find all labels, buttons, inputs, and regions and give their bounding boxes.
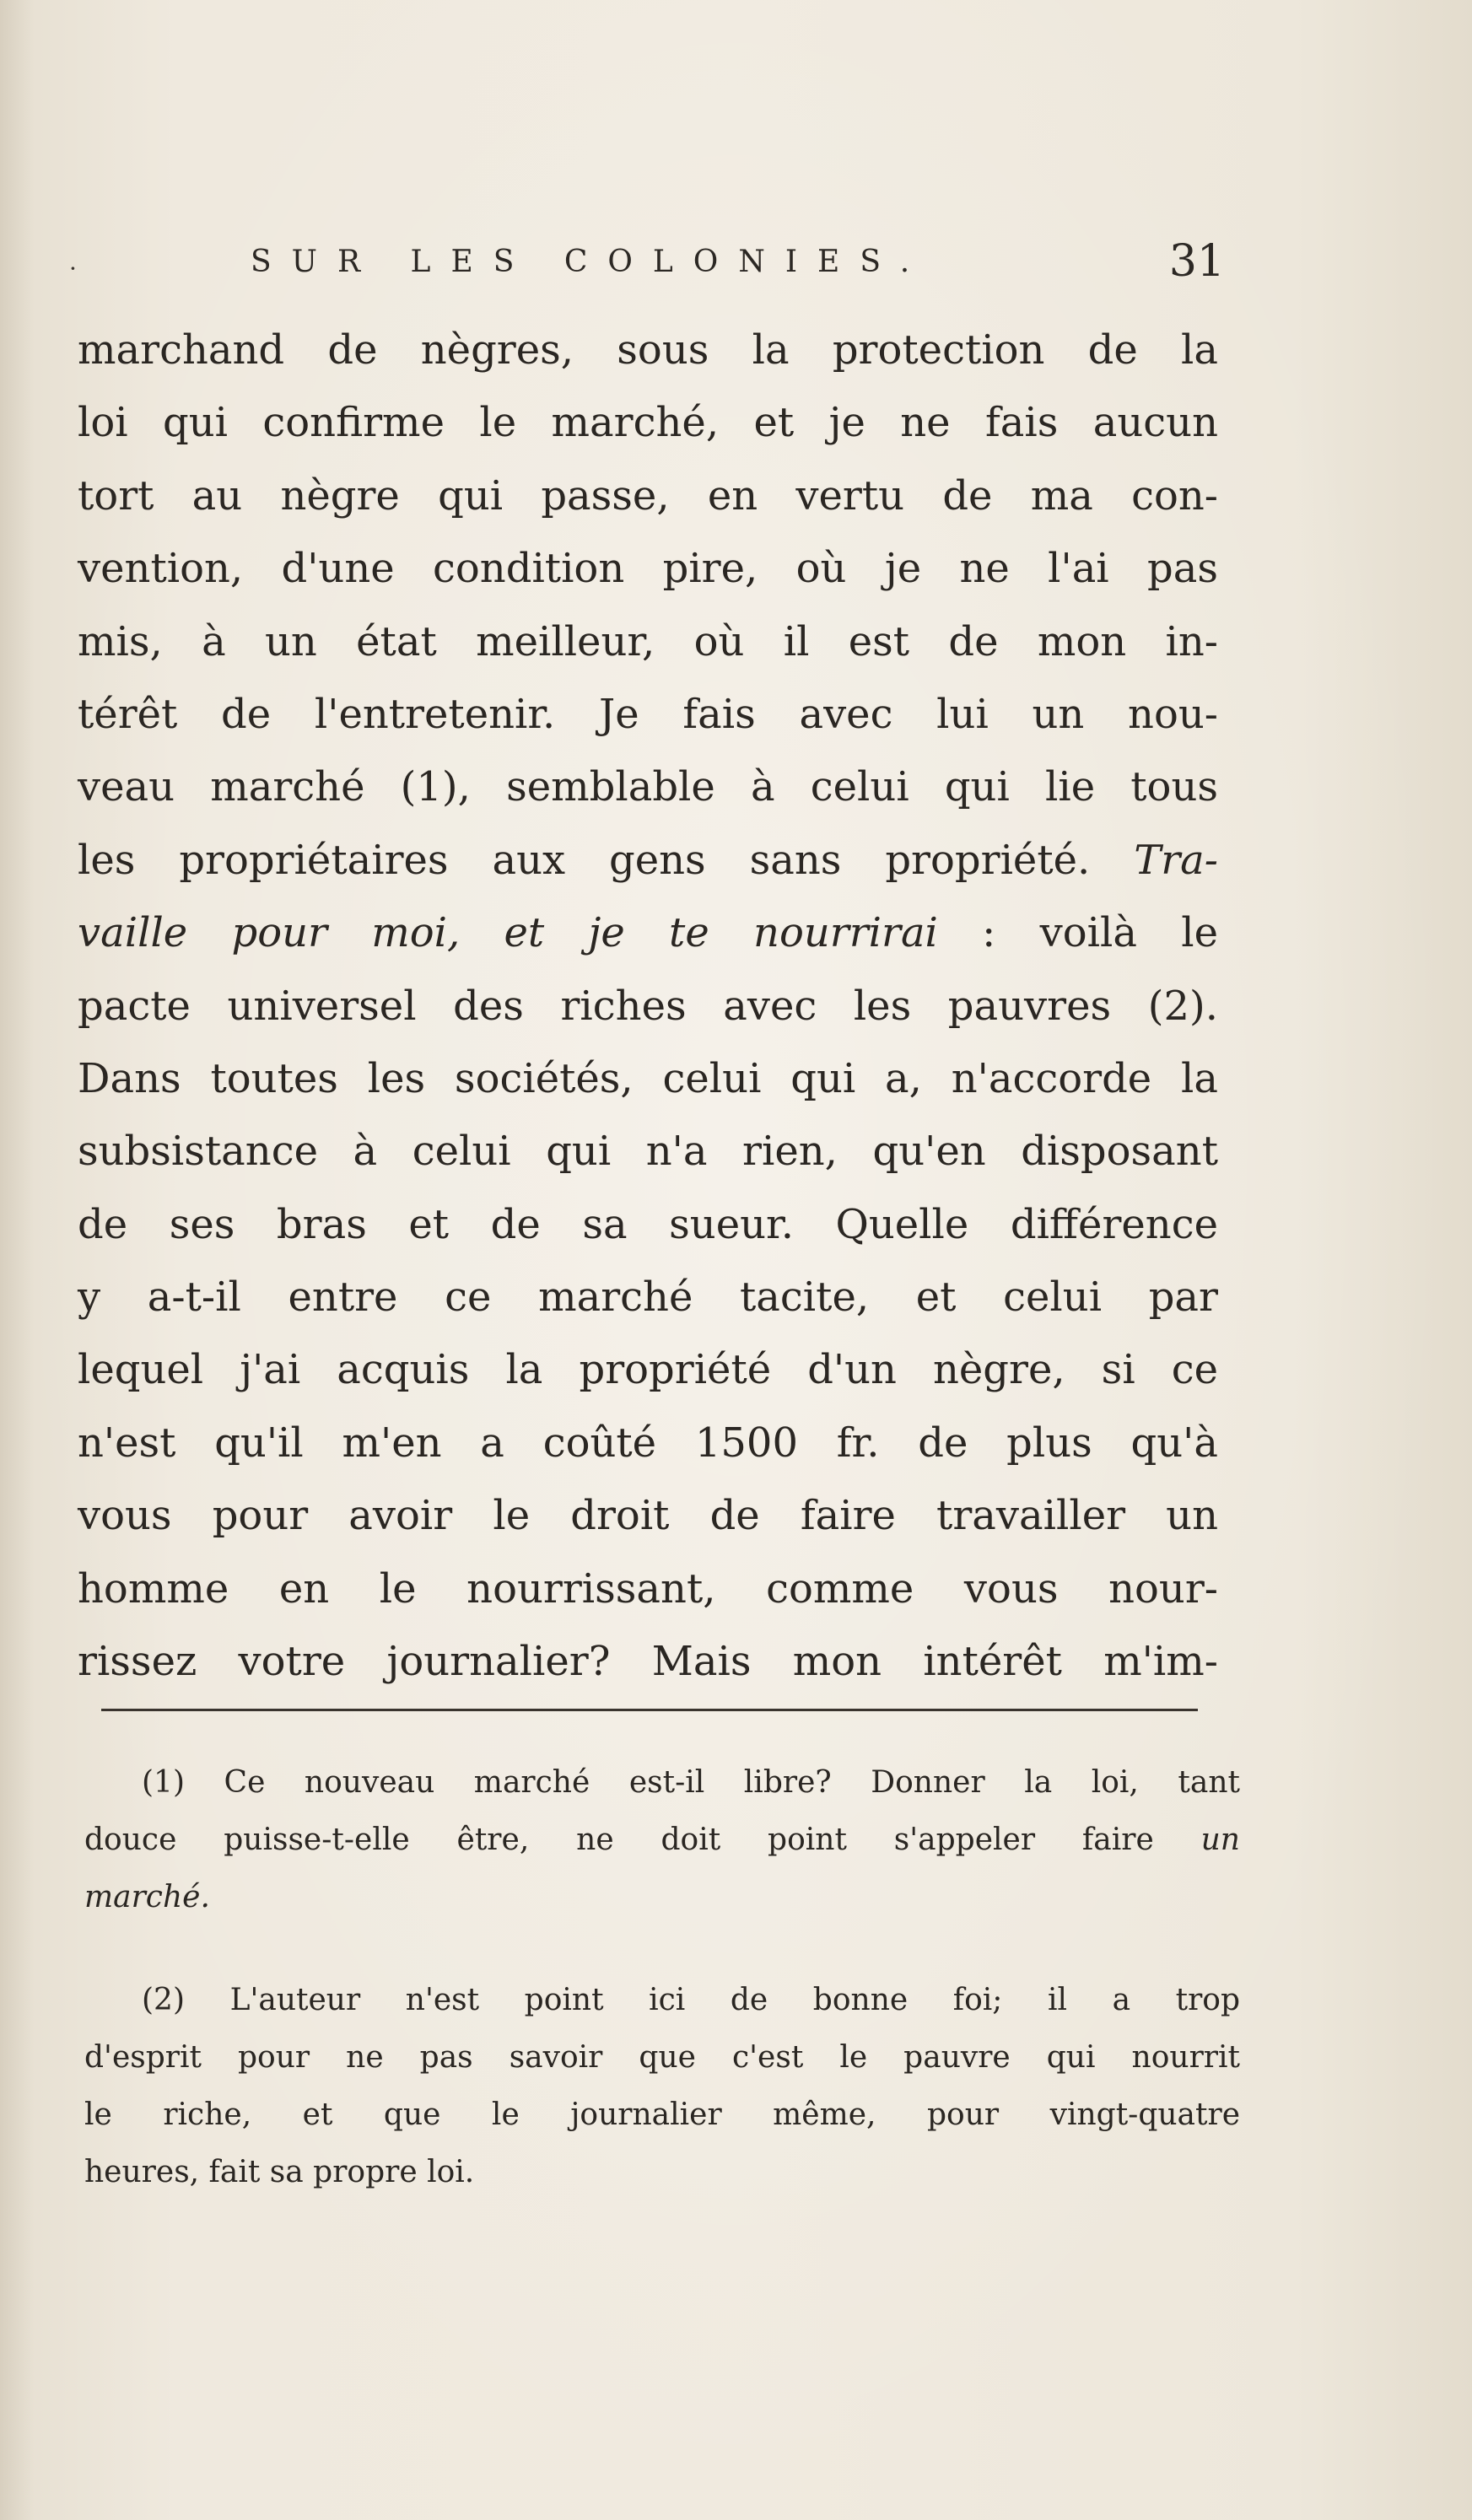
footnote-1 bbox=[84, 1754, 1240, 1926]
footnote-line-mixed bbox=[84, 1812, 1240, 1869]
footnote-gap bbox=[84, 1926, 1240, 1972]
text-line: Dans toutes les sociétés, celui qui a, n'accorde la bbox=[78, 1054, 1218, 1102]
text-line: loi qui confirme le marché, et je ne fais aucun bbox=[78, 399, 1218, 447]
running-head: SUR LES COLONIES. bbox=[251, 245, 930, 279]
page-edge-shadow bbox=[0, 0, 34, 2520]
page-number: 31 bbox=[1168, 236, 1225, 287]
footnote-line: d'esprit pour ne pas savoir que c'est le pauvre qui nourrit bbox=[84, 2040, 1240, 2075]
footnote-line: (2) L'auteur n'est point ici de bonne foi; il a trop bbox=[142, 1983, 1240, 2017]
text-line: subsistance à celui qui n'a rien, qu'en disposant bbox=[78, 1128, 1218, 1176]
text-line: homme en le nourrissant, comme vous nour- bbox=[78, 1564, 1218, 1613]
text-line: vous pour avoir le droit de faire travailler un bbox=[78, 1492, 1218, 1540]
main-text bbox=[78, 314, 1218, 1698]
text-line: mis, à un état meilleur, où il est de mon in- bbox=[78, 617, 1218, 665]
text-line: de ses bras et de sa sueur. Quelle différence bbox=[78, 1200, 1218, 1248]
page-header bbox=[69, 236, 1225, 304]
text-line: veau marché (1), semblable à celui qui lie tous bbox=[78, 763, 1218, 811]
footnote-separator bbox=[101, 1709, 1198, 1711]
italic-segment: un bbox=[1200, 1823, 1240, 1857]
text-line: lequel j'ai acquis la propriété d'un nègre, si ce bbox=[78, 1346, 1218, 1394]
text-line: pacte universel des riches avec les pauvres (2). bbox=[78, 982, 1218, 1030]
text-line-mixed bbox=[78, 897, 1218, 969]
text-line: marchand de nègres, sous la protection de la bbox=[78, 326, 1218, 374]
text-line: n'est qu'il m'en a coûté 1500 fr. de plus qu'à bbox=[78, 1419, 1218, 1467]
text-line: térêt de l'entretenir. Je fais avec lui un nou- bbox=[78, 690, 1218, 738]
footnotes bbox=[84, 1754, 1240, 2201]
footnote-line bbox=[84, 1869, 1240, 1926]
footnote-line: le riche, et que le journalier même, pour vingt-quatre bbox=[84, 2097, 1240, 2132]
text-line: y a-t-il entre ce marché tacite, et celui par bbox=[78, 1273, 1218, 1322]
text-segment: : voilà le bbox=[937, 909, 1218, 957]
footnote-line: heures, fait sa propre loi. bbox=[84, 2155, 475, 2189]
footnote-line: (1) Ce nouveau marché est-il libre? Donner la loi, tant bbox=[142, 1765, 1240, 1800]
text-line-mixed bbox=[78, 824, 1218, 897]
header-dot: · bbox=[69, 255, 77, 283]
text-line: tort au nègre qui passe, en vertu de ma con- bbox=[78, 471, 1218, 520]
text-line: vention, d'une condition pire, où je ne l'ai pas bbox=[78, 545, 1218, 593]
italic-segment: vaille pour moi, et je te nourrirai bbox=[78, 909, 938, 957]
text-line: rissez votre journalier? Mais mon intérêt m'im- bbox=[78, 1638, 1218, 1686]
text-segment: les propriétaires aux gens sans propriété. bbox=[78, 836, 1091, 884]
italic-segment: Tra- bbox=[1134, 836, 1218, 884]
footnote-2 bbox=[84, 1972, 1240, 2201]
text-segment: douce puisse-t-elle être, ne doit point s'appeler faire bbox=[84, 1823, 1201, 1857]
italic-segment: marché. bbox=[84, 1880, 210, 1914]
